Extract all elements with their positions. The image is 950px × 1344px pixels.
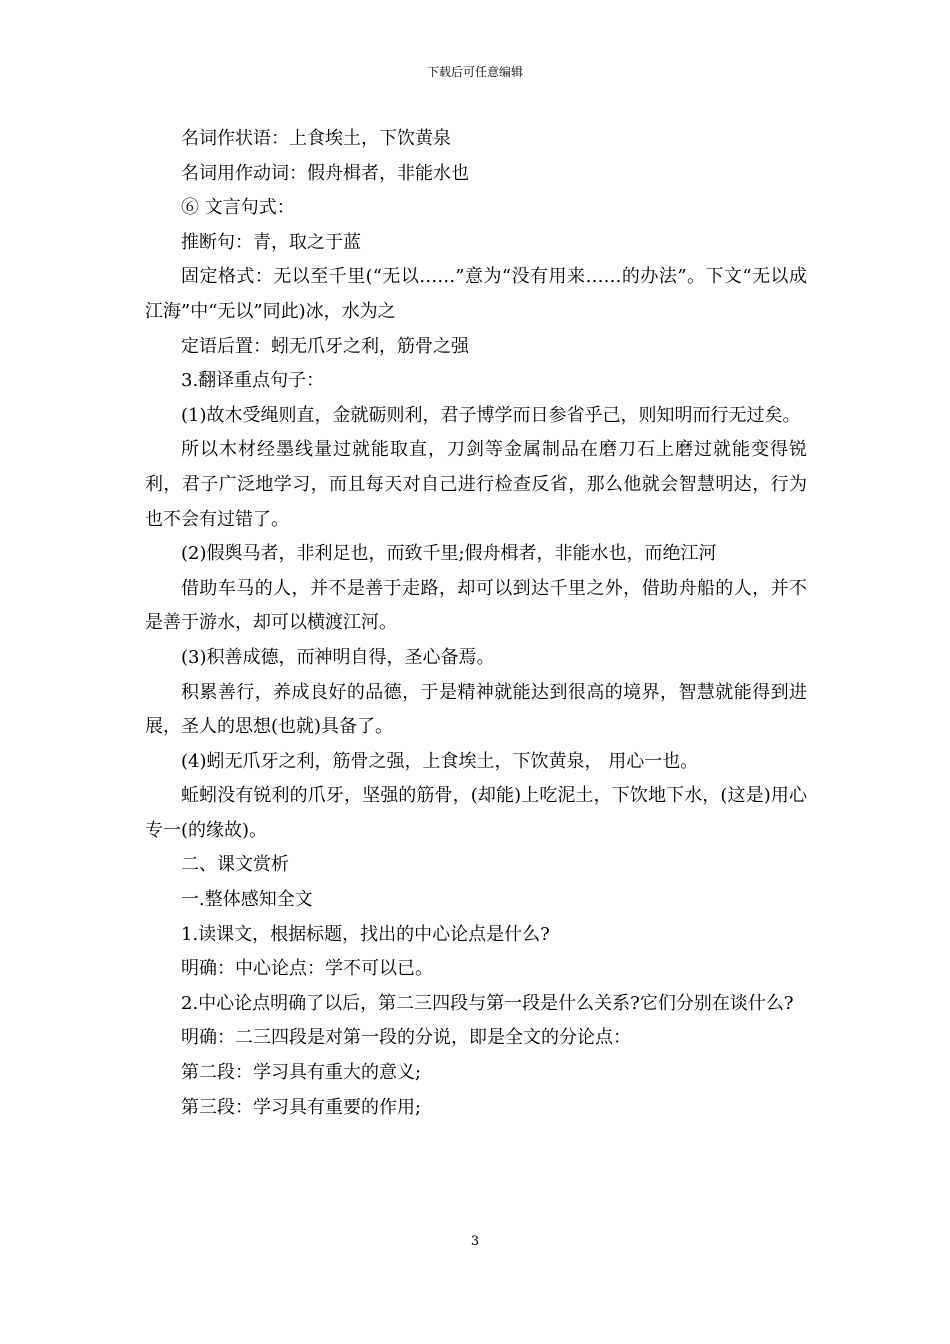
paragraph: (3)积善成德，而神明自得，圣心备焉。 bbox=[181, 646, 495, 668]
paragraph: 推断句：青，取之于蓝 bbox=[181, 231, 361, 253]
paragraph: 3.翻译重点句子： bbox=[181, 370, 325, 392]
paragraph: 定语后置：蚓无爪牙之利，筋骨之强 bbox=[181, 335, 469, 357]
paragraph: 借助车马的人，并不是善于走路，却可以到达千里之外，借助舟船的人，并不是善于游水，却可以横渡江河。 bbox=[145, 577, 807, 634]
section-heading: 二、课文赏析 bbox=[181, 854, 289, 876]
paragraph: 名词作状语：上食埃土，下饮黄泉 bbox=[181, 128, 451, 149]
page-number: 3 bbox=[470, 1234, 480, 1249]
paragraph: 固定格式：无以至千里(“无以……”意为“没有用来……的办法”。下文“无以成江海”中“无以”同此)冰，水为之 bbox=[145, 266, 807, 322]
paragraph: 1.读课文，根据标题，找出的中心论点是什么? bbox=[181, 923, 550, 945]
paragraph: (4)蚓无爪牙之利，筋骨之强，上食埃土，下饮黄泉， 用心一也。 bbox=[181, 750, 699, 772]
paragraph: 第二段：学习具有重大的意义; bbox=[181, 1062, 422, 1084]
paragraph: 第三段：学习具有重要的作用; bbox=[181, 1096, 422, 1118]
paragraph: 明确：二三四段是对第一段的分说，即是全文的分论点： bbox=[181, 1027, 631, 1049]
paragraph: 所以木材经墨线量过就能取直，刀剑等金属制品在磨刀石上磨过就能变得锐利，君子广泛地学习，而且每天对自己进行检查反省，那么他就会智慧明达，行为也不会有过错了。 bbox=[145, 439, 807, 530]
paragraph: 2.中心论点明确了以后，第二三四段与第一段是什么关系?它们分别在谈什么? bbox=[181, 992, 794, 1014]
paragraph: (2)假舆马者，非利足也，而致千里;假舟楫者，非能水也，而绝江河 bbox=[181, 543, 717, 565]
document-body bbox=[145, 122, 807, 1125]
subsection-heading: 一.整体感知全文 bbox=[181, 889, 313, 911]
paragraph: 蚯蚓没有锐利的爪牙，坚强的筋骨，(却能)上吃泥土，下饮地下水，(这是)用心专一(的缘故)。 bbox=[145, 785, 807, 841]
paragraph: 积累善行，养成良好的品德，于是精神就能达到很高的境界，智慧就能得到进展，圣人的思想(也就)具备了。 bbox=[145, 681, 807, 738]
paragraph: (1)故木受绳则直，金就砺则利，君子博学而日参省乎己，则知明而行无过矣。 bbox=[181, 404, 801, 426]
paragraph: 明确：中心论点：学不可以已。 bbox=[181, 958, 433, 980]
page-header: 下载后可任意编辑 bbox=[426, 65, 523, 79]
paragraph: ⑥ 文言句式： bbox=[181, 197, 295, 219]
paragraph: 名词用作动词：假舟楫者，非能水也 bbox=[181, 162, 469, 184]
